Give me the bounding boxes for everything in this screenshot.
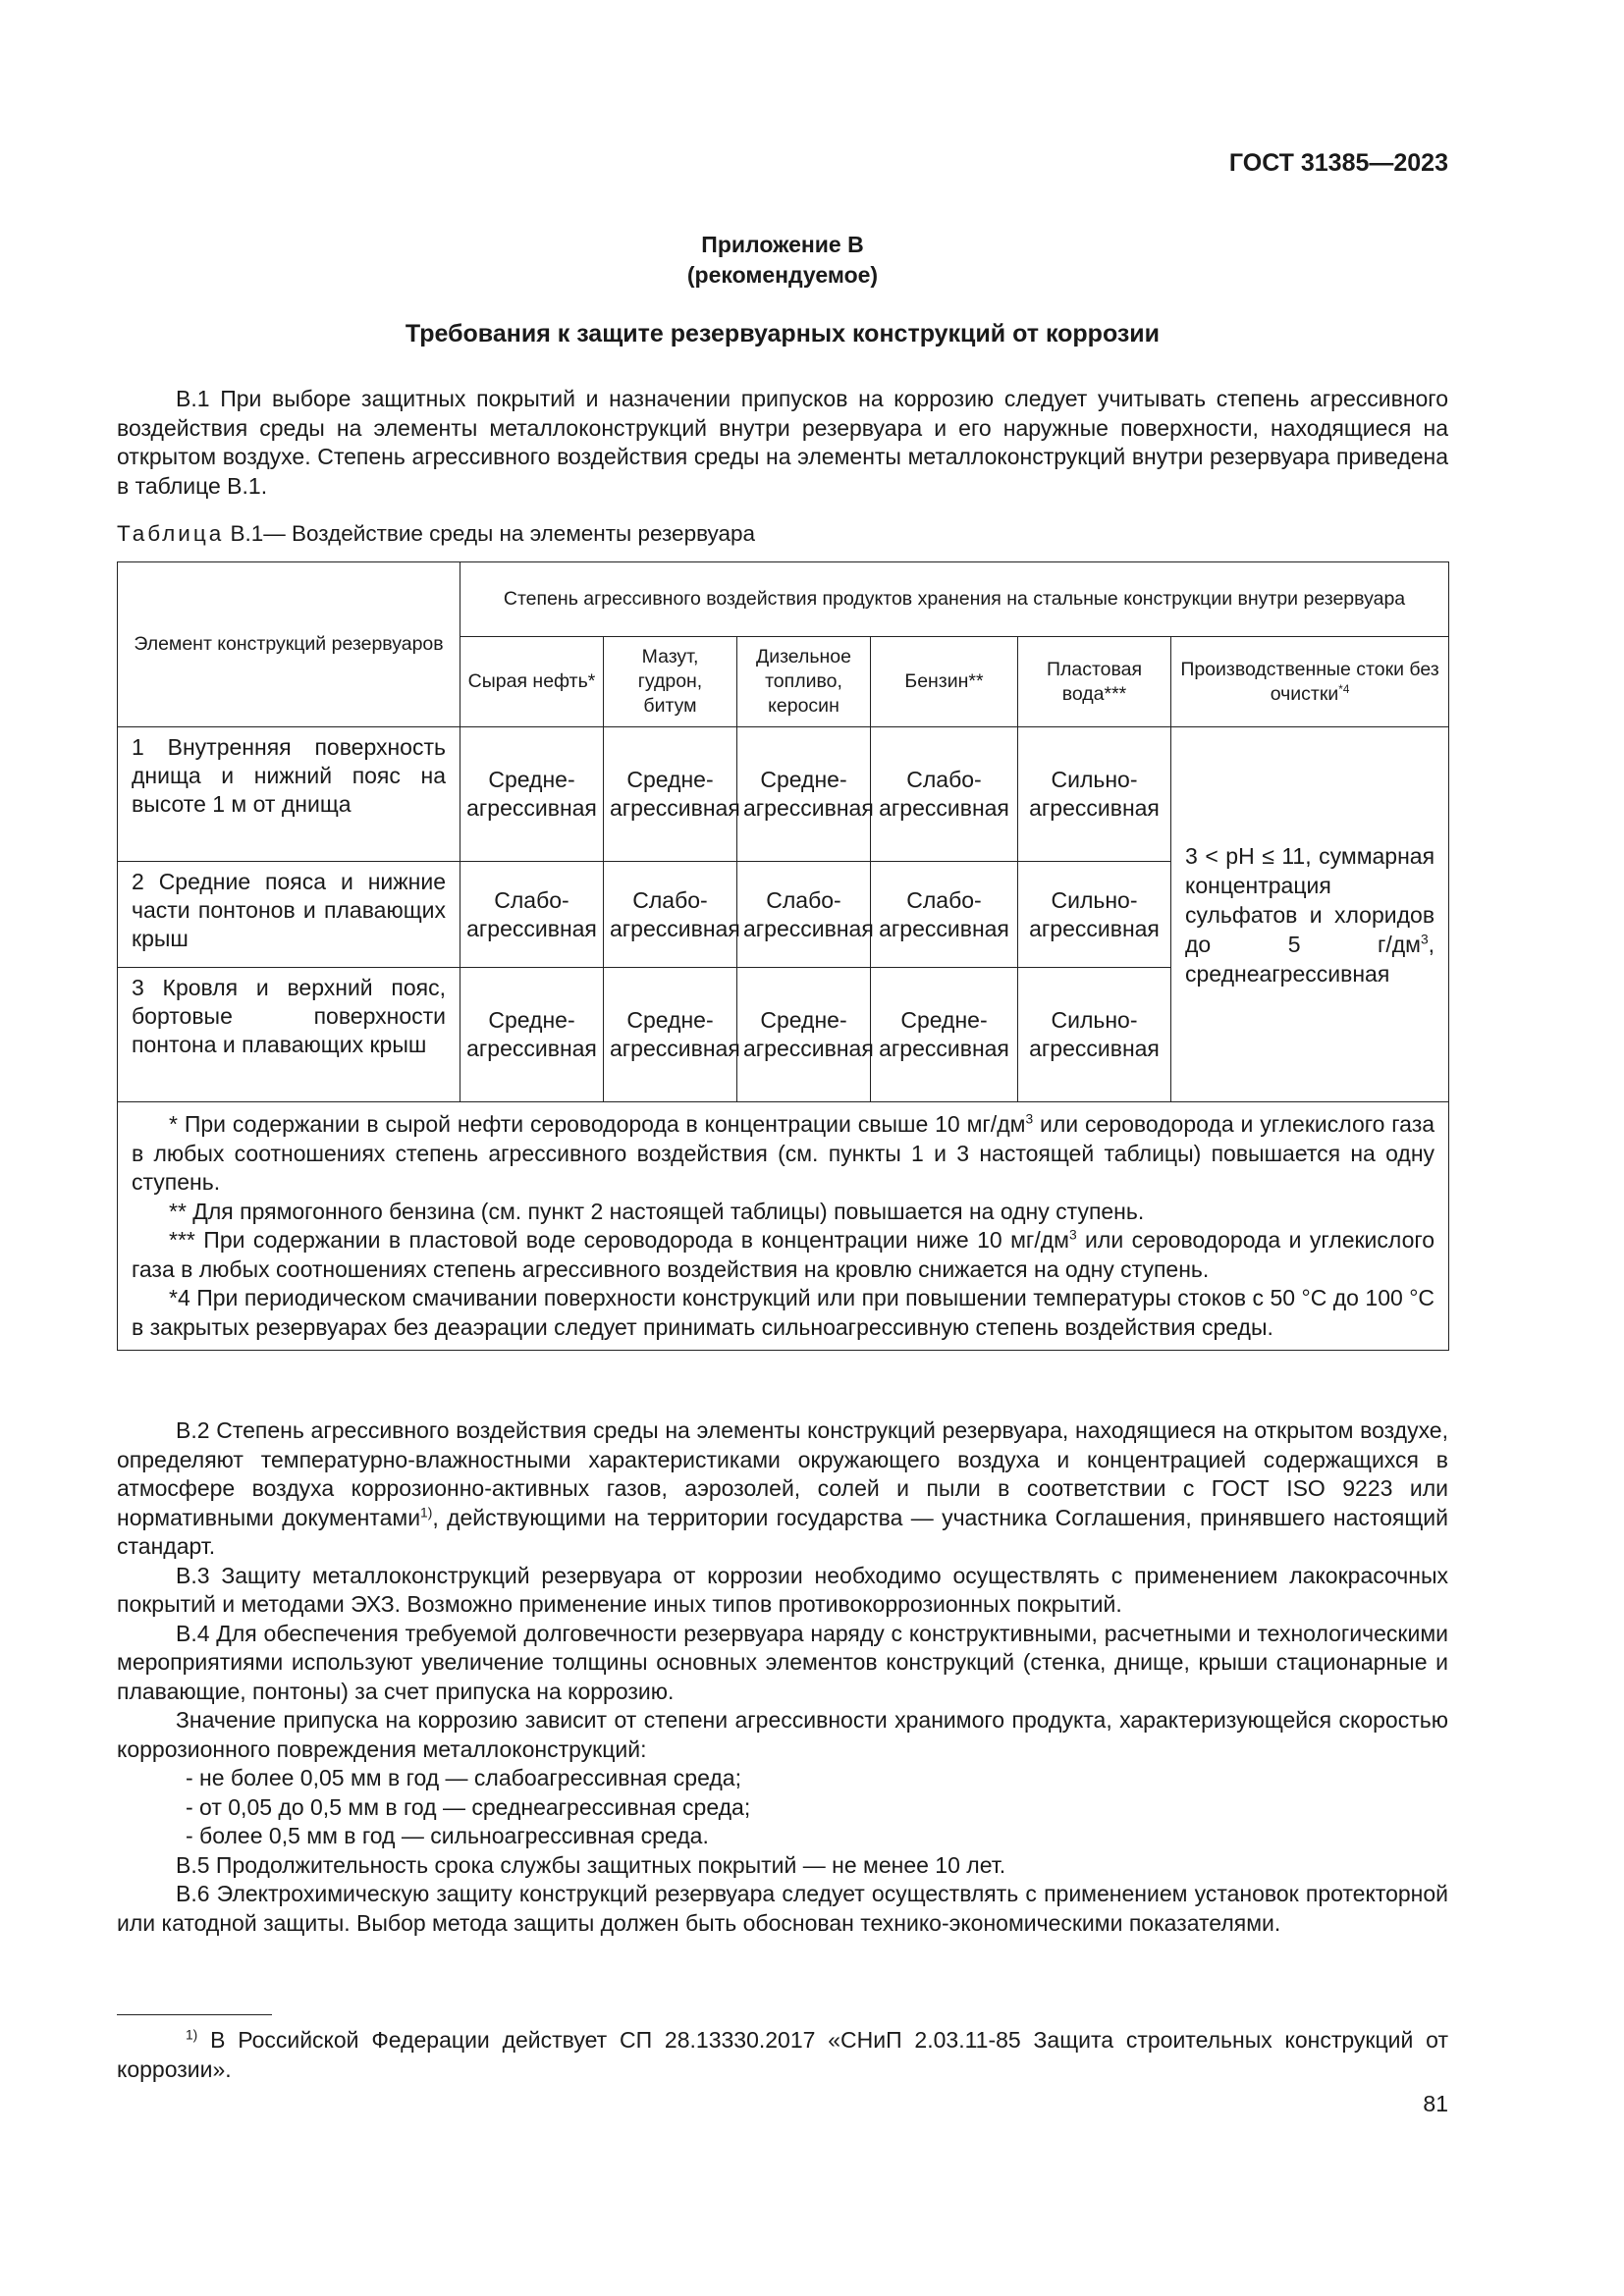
table-caption-word: Таблица — [117, 521, 225, 546]
table-cell: Средне-агрессивная — [737, 968, 871, 1102]
paragraph-allowance: Значение припуска на коррозию зависит от степени агрессивности хранимого продукта, характеризующейся скоростью коррозионного повреждения металлоконструкций: — [117, 1707, 1448, 1762]
table-note: *4 При периодическом смачивании поверхности конструкций или при повышении температуры стоков с 50 °С до 100 °С в закрытых резервуарах без деаэрации следует принимать сильноагрессивную степень воздействия среды. — [132, 1285, 1435, 1340]
appendix-heading — [117, 230, 1448, 291]
column-header: Сырая нефть* — [460, 637, 604, 727]
section-title: Требования к защите резервуарных конструкций от коррозии — [405, 320, 1161, 347]
table-note: * При содержании в сырой нефти сероводорода в концентрации свыше 10 $мг/дм^3$ или сероводорода и углекислого газа в любых соотношениях степень агрессивного воздействия (см. пункты 1 и 3 настоящей таблицы) повышается на одну ступень. — [132, 1111, 1435, 1195]
table-cell: Средне-агрессивная — [460, 727, 604, 862]
row-label: 2 Средние пояса и нижние части понтонов и плавающих крыш — [118, 862, 460, 968]
table-note: *** При содержании в пластовой воде сероводорода в концентрации ниже 10 $мг/дм^3$ или сероводорода и углекислого газа в любых соотношениях степень агрессивного воздействия на кровлю снижается на одну ступень. — [132, 1227, 1435, 1282]
table-note: ** Для прямогонного бензина (см. пункт 2 настоящей таблицы) повышается на одну ступень. — [169, 1198, 1145, 1224]
table-row — [118, 727, 1449, 862]
header-element: Элемент конструкций резервуаров — [118, 562, 460, 727]
column-header: Дизельное топливо, керосин — [737, 637, 871, 727]
intro-block — [117, 385, 1448, 501]
column-header: Мазут, гудрон, битум — [604, 637, 737, 727]
table-cell: Средне-агрессивная — [604, 727, 737, 862]
column-header: Производственные стоки без очистки$^{*4}$ — [1171, 637, 1449, 727]
row-label: 1 Внутренняя поверхность днища и нижний пояс на высоте 1 м от днища — [118, 727, 460, 862]
table-cell: Слабо-агрессивная — [460, 862, 604, 968]
table-cell: Сильно-агрессивная — [1018, 862, 1171, 968]
footnote-divider — [117, 2014, 272, 2015]
table-cell: Сильно-агрессивная — [1018, 968, 1171, 1102]
paragraph-b3: В.3 Защиту металлоконструкций резервуара от коррозии необходимо осуществлять с применением лакокрасочных покрытий и методами ЭХЗ. Возможно применение иных типов противокоррозионных покрытий. — [117, 1562, 1448, 1617]
column-header: Бензин** — [871, 637, 1018, 727]
footnote: $^{1)}$ В Российской Федерации действует СП 28.13330.2017 «СНиП 2.03.11-85 Защита строительных конструкций от коррозии». — [117, 2027, 1448, 2082]
body-text — [117, 1416, 1448, 1938]
table-cell: Средне-агрессивная — [871, 968, 1018, 1102]
list-item: - не более 0,05 мм в год — слабоагрессивная среда; — [186, 1765, 741, 1790]
header-aggressiveness: Степень агрессивного воздействия продуктов хранения на стальные конструкции внутри резервуара — [460, 562, 1449, 637]
column-header: Пластовая вода*** — [1018, 637, 1171, 727]
standard-number: ГОСТ 31385—2023 — [1228, 149, 1448, 177]
table-notes — [118, 1102, 1449, 1351]
table-cell: Слабо-агрессивная — [737, 862, 871, 968]
corrosion-table — [117, 561, 1449, 1351]
list-item: - от 0,05 до 0,5 мм в год — среднеагрессивная среда; — [186, 1793, 751, 1820]
list-item: - более 0,5 мм в год — сильноагрессивная среда. — [186, 1823, 709, 1848]
paragraph-b5: В.5 Продолжительность срока службы защитных покрытий — не менее 10 лет. — [176, 1851, 1006, 1878]
appendix-status: (рекомендуемое) — [686, 262, 879, 288]
table-cell: Слабо-агрессивная — [871, 727, 1018, 862]
paragraph-b2: В.2 Степень агрессивного воздействия среды на элементы конструкций резервуара, находящиеся на открытом воздухе, определяют температурно-влажностными характеристиками окружающего воздуха и концентрацией содержащихся в атмосфере воздуха коррозионно-активных газов, аэрозолей, солей и пыли в соответствии с ГОСТ ISO 9223 или нормативными документами$^{1)}$, действующими на территории государства — участника Соглашения, принявшего настоящий стандарт. — [117, 1417, 1448, 1559]
wastewater-cell: 3 < pH ≤ 11, суммарная концентрация сульфатов и хлоридов до 5 $г/дм^3$, среднеагрессивная — [1171, 727, 1449, 1102]
paragraph-b6: В.6 Электрохимическую защиту конструкций резервуара следует осуществлять с применением установок протекторной или катодной защиты. Выбор метода защиты должен быть обоснован технико-экономическими показателями. — [117, 1881, 1448, 1936]
table-cell: Сильно-агрессивная — [1018, 727, 1171, 862]
table-cell: Слабо-агрессивная — [871, 862, 1018, 968]
appendix-title: Приложение В — [701, 232, 864, 257]
table-cell: Слабо-агрессивная — [604, 862, 737, 968]
table-notes-row — [118, 1102, 1449, 1351]
table-caption — [117, 521, 755, 547]
paragraph-b1: В.1 При выборе защитных покрытий и назначении припусков на коррозию следует учитывать степень агрессивного воздействия среды на элементы металлоконструкций внутри резервуара и его наружные поверхности, находящиеся на открытом воздухе. Степень агрессивного воздействия среды на элементы металлоконструкций внутри резервуара приведена в таблице В.1. — [117, 386, 1448, 499]
paragraph-b4: В.4 Для обеспечения требуемой долговечности резервуара наряду с конструктивными, расчетными и технологическими мероприятиями используют увеличение толщины основных элементов конструкций (стенка, днище, крыши стационарные и плавающие, понтоны) за счет припуска на коррозию. — [117, 1620, 1448, 1704]
table-cell: Средне-агрессивная — [460, 968, 604, 1102]
table-cell: Средне-агрессивная — [604, 968, 737, 1102]
row-label: 3 Кровля и верхний пояс, бортовые поверхности понтона и плавающих крыш — [118, 968, 460, 1102]
table-cell: Средне-агрессивная — [737, 727, 871, 862]
table-caption-text: В.1— Воздействие среды на элементы резервуара — [230, 521, 756, 546]
page-number: 81 — [1423, 2091, 1448, 2116]
